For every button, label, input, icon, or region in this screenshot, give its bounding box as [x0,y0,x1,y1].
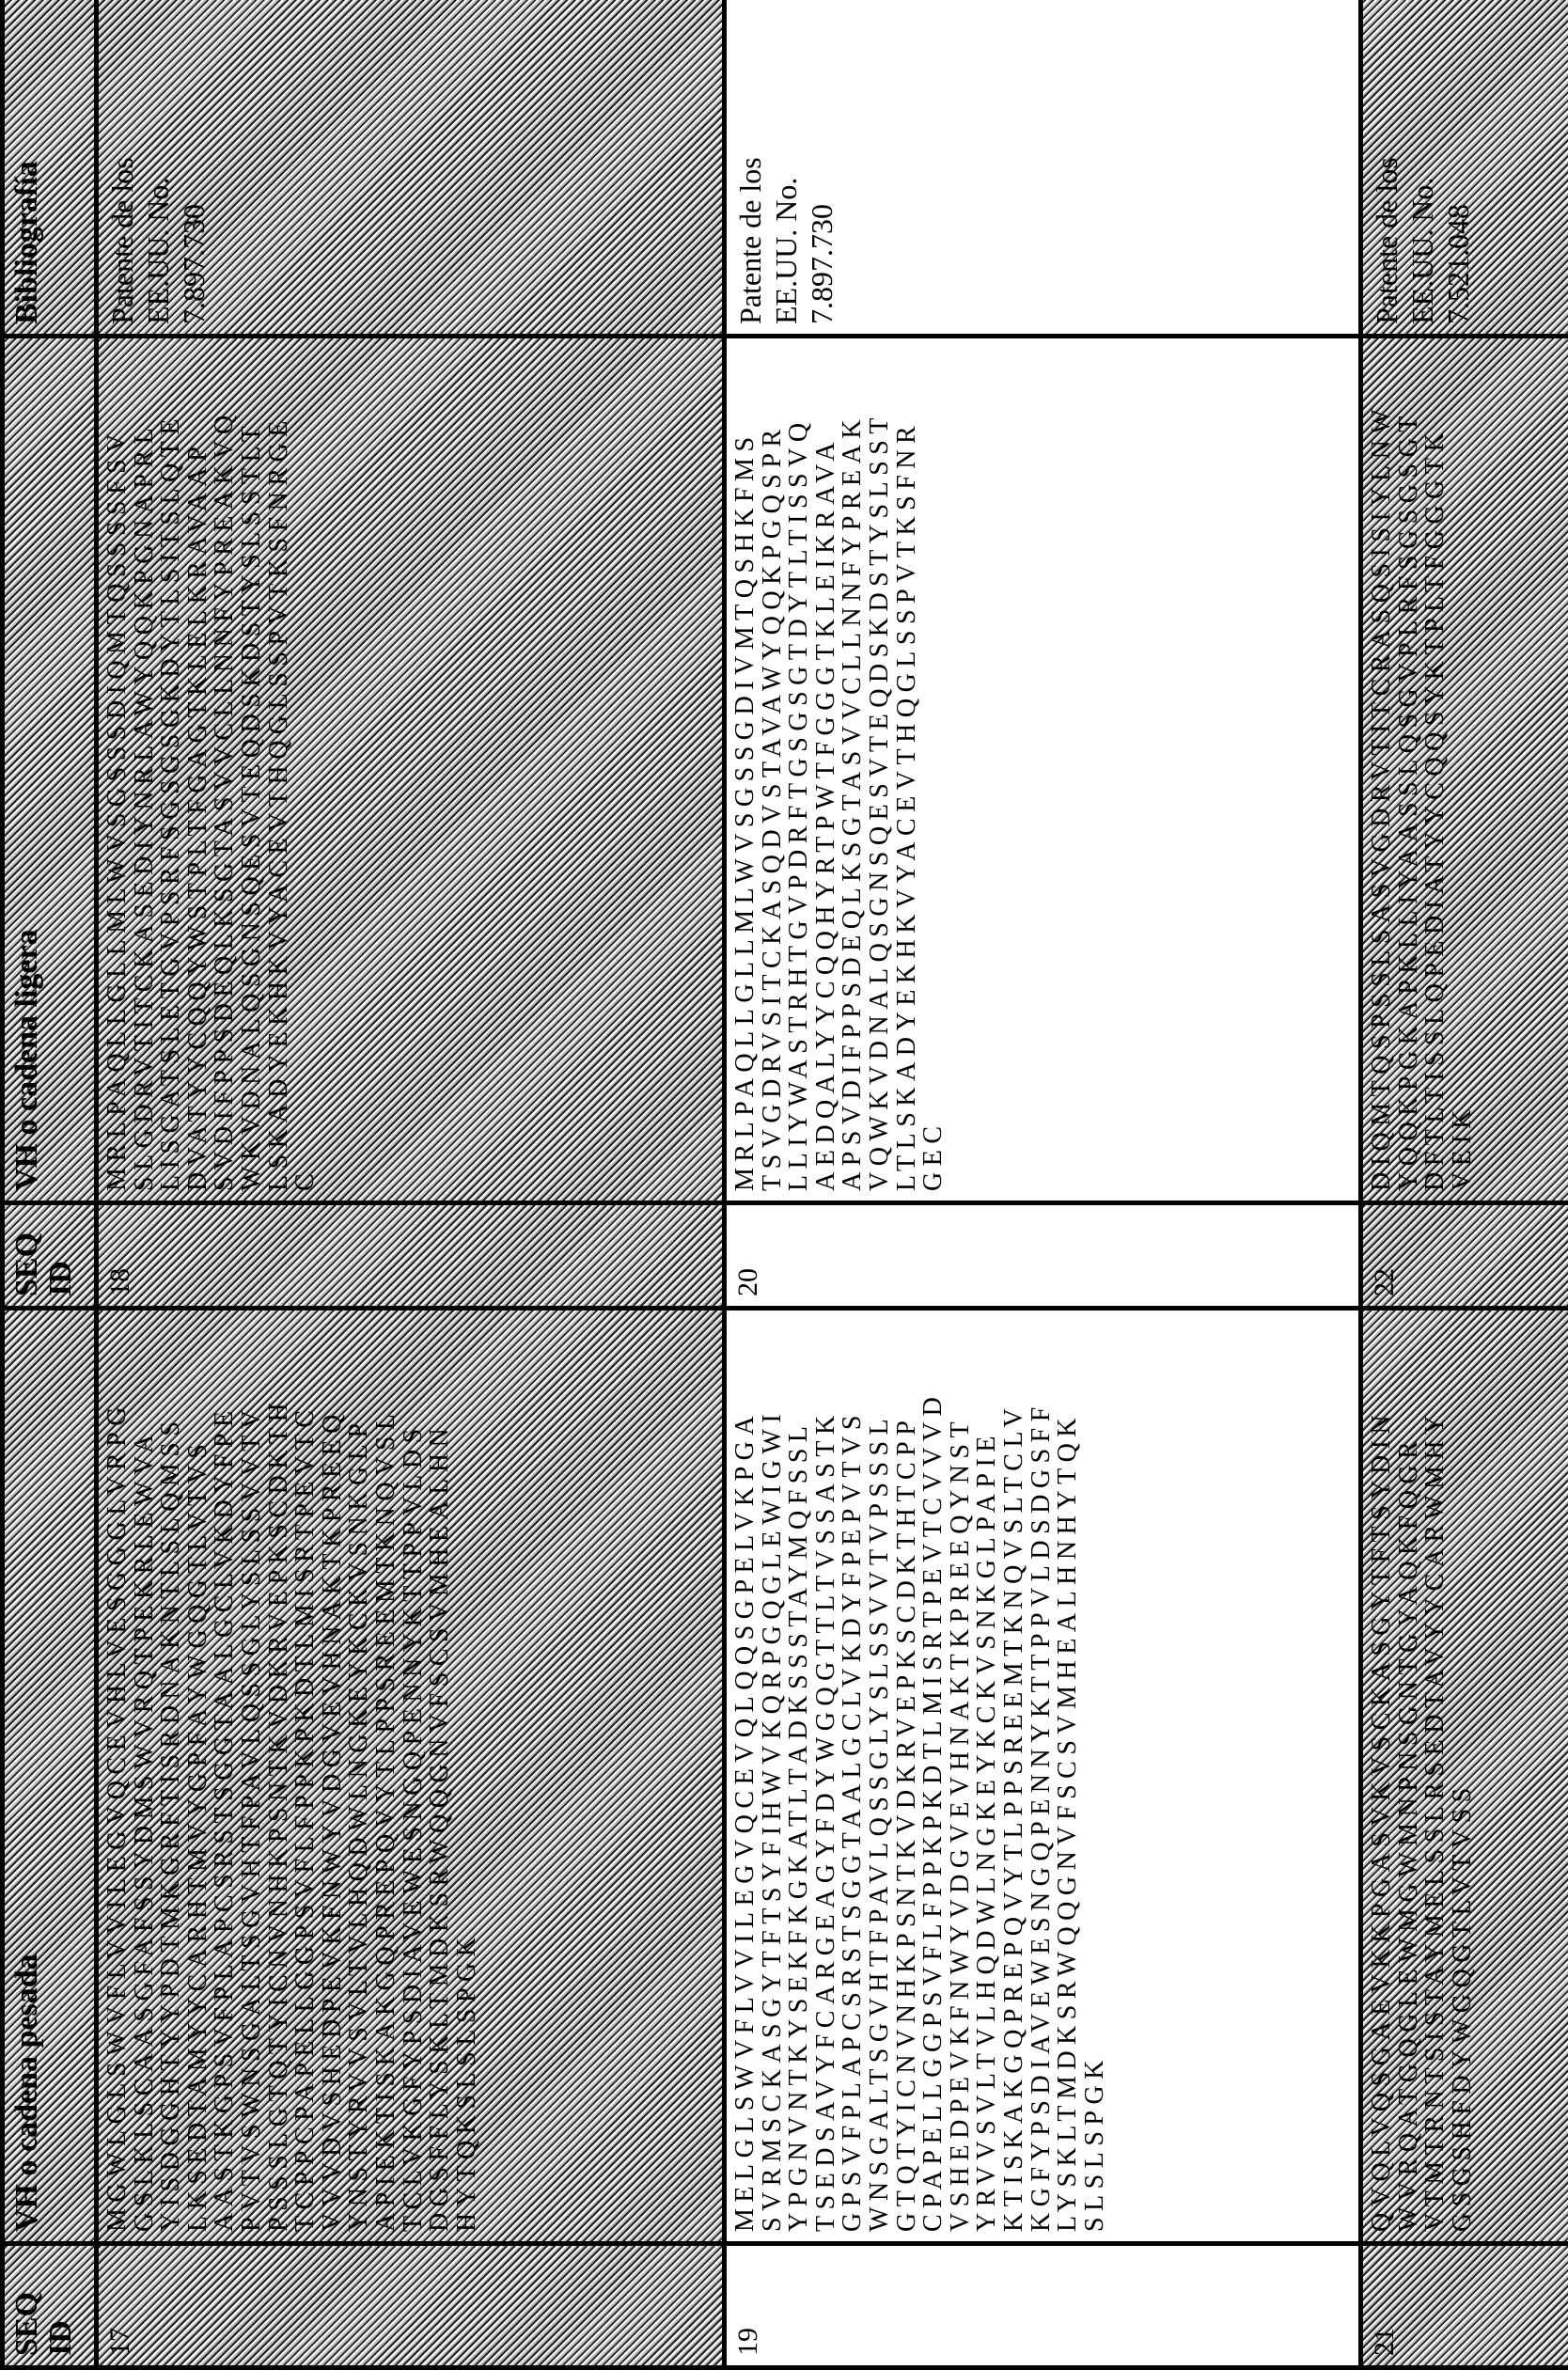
sequence-line: MELGLSWVFLVVILEGVQCEVQLQQSGPELVKPGA [732,1320,760,2232]
sequence-line: LSKADYEKHKVYACEVTHQGLSSPVTKSFNRGE [266,348,293,1191]
sequence-line: AEDQALYYCQQHYRTPWTFGGGTKLEIKRAVA [813,348,840,1191]
heavy-seq-id-cell: 17 [97,2244,725,2368]
light-chain-cell [97,337,725,1203]
sequence-line: MGWLGLSWVFLVVILEGVQCEVHLVESGGGLVRPG [104,1320,132,2232]
sequence-line: MRLPAQLLGLLMLWVSGSSGDIVMTQSHKFMS [732,348,760,1191]
sequence-line: TCPPCPAPELLGGPSVFLFPPKPKDTLMISRTPEVTC [292,1320,320,2232]
light-seq-id-cell: 20 [725,1203,1361,1309]
bibliography-line: 7.897.730 [176,9,212,324]
sequence-line: GSLKLSCAASGFAFSSYDMSWVRQTPEKRLEWVA [132,1320,159,2232]
sequence-line: SLSLSPGK [1082,1320,1109,2232]
table-row [1361,0,1568,2368]
sequence-line: DVATYYCQQYWSTPLTFGAGTKLELKRAVAAP [185,348,212,1191]
sequence-line: LISGATSLETGVPSRFSGSGSGKDYTLSITSLQTE [158,348,185,1191]
bibliography-line: Patente de los [1369,9,1404,324]
heavy-chain-cell [1361,1309,1568,2244]
sequence-line: LTLSKADYEKHKVYACEVTHQGLSSPVTKSFNR [894,348,921,1191]
bibliography-cell [1361,0,1568,337]
sequence-line: LLIYWASTRHTGVPDRFTGSGSGTDYTLTISSVQ [786,348,813,1191]
bibliography-cell [97,0,725,337]
header-light-chain: VH o cadena ligera [3,337,97,1203]
sequence-line: GTQTYICNVNHKPSNTKVDKRVEPKSCDKTHTCPP [894,1320,921,2232]
heavy-chain-cell [97,1309,725,2244]
sequence-line: WKVDNALQSGNSQESVTEQDSKDSTYSLSSTLT [239,348,266,1191]
sequence-line: DGSFFLYSKLTMDKSRWQQGNVFSCSVMHEALHN [427,1320,454,2232]
light-chain-cell [725,337,1361,1203]
sequence-line: LYSKLTMDKSRWQQGNVFSCSVMHEALHNHYTQK [1055,1320,1082,2232]
bibliography-line: Patente de los [104,9,140,324]
heavy-seq-id-cell: 19 [725,2244,1361,2368]
sequence-line: WNSGALTSGVHTFPAVLQSSGLYSLSSVVTVPSSSL [867,1320,894,2232]
bibliography-line: Patente de los [732,9,768,324]
bibliography-line: EE.UU. No. [140,9,176,324]
heavy-chain-cell [725,1309,1361,2244]
light-chain-cell [1361,337,1568,1203]
sequence-line: GSGSHFDYWGQGTLVTVSS [1450,1320,1477,2232]
bibliography-line: 7.897.730 [804,9,839,324]
sequence-line: DIQMTQSPSSLSASVGDRVTITCRASQSISIYLNW [1369,348,1396,1191]
sequence-line: TSVGDRVSITCKASQDVSTAVAWYQQKPGQSPR [760,348,787,1191]
sequence-line: VSHEDPEVKFNWYVDGVEVHNAKTKPREEQYNST [948,1320,975,2232]
table-row [725,0,1361,2368]
sequence-line: VVVDVSHEDPEVKFNWYVDGVEVHNAKTKPREEQ [320,1320,347,2232]
sequence-line: LKSEDTAMYYCARHTMVYGPFAYWGQGTLVTVS [185,1320,212,2232]
sequence-line: AASTKGPSVFPLAPCSRSTSGGTAALGCLVKDYFPE [212,1320,239,2232]
sequence-line: VEIK [1450,348,1477,1191]
sequence-line: APIEKTISKAKGQPREPQVYTLPPSREEMTKNQVSL [373,1320,400,2232]
sequence-line: SLGDRVTITCKASEDIYNRLAWYQQKPGNAPRL [132,348,159,1191]
sequence-line: WVRQATGQGLEWMGWMNPNSGNTGYAQKFQGR [1396,1320,1423,2232]
sequence-line: YQQKPGKAPKLLIYAASSLQSGVPLRFSGSGSGT [1396,348,1423,1191]
rotated-table-page [0,0,1568,2370]
sequence-line: PVTVSWNSGALTSGVHTFPAVLQSSGLYSLSSVVTV [239,1320,266,2232]
light-seq-id-cell: 18 [97,1203,725,1309]
sequence-line: TCLVKGFYPSDIAVEWESNGQPENNYKTTPPVLDS [400,1320,428,2232]
sequence-line: PSSSLGTQTYICNVNHKPSNTKVDKRVEPKSCDKTH [266,1320,293,2232]
sequence-line: APSVDIFPPSDEQLKSGTASVVCLLNNFYPREAK [839,348,867,1191]
sequence-line: YISDGGHTYYPDTMKGRFTISRDNAKNTLSLQMSS [158,1320,185,2232]
sequence-line: GEC [920,348,948,1191]
light-seq-id-cell: 22 [1361,1203,1568,1309]
header-seq-id-light: SEQ ID [3,1203,97,1309]
sequence-line: HYTQKSLSLSPGK [454,1320,481,2232]
sequence-line: CPAPELLGGPSVFLFPPKPKDTLMISRTPEVTCVVVD [920,1320,948,2232]
sequence-line: SVRMSCKASGYTFTSYFIHWVKQRPGQGLEWIGWI [760,1320,787,2232]
sequence-line: DFTLTISSLQPEDIATYYCQQSYKTPLTFGGGTK [1422,348,1450,1191]
bibliography-line: EE.UU. No. [768,9,804,324]
sequence-line: KTISKAKGQPREPQVYTLPPSREEMTKNQVSLTCLV [1001,1320,1028,2232]
heavy-seq-id-cell: 21 [1361,2244,1568,2368]
table-row [97,0,725,2368]
sequence-line: VTMTRNTSISTAYMELSSLRSEDTAVYYCARWMHY [1422,1320,1450,2232]
sequence-line: YNSTYRVVSVLTVLHQDWLNGKEYKCKVSNKGLP [346,1320,373,2232]
header-bibliography: Bibliografía [3,0,97,337]
sequence-line: C [292,348,320,1191]
bibliography-line: EE.UU. No. [1404,9,1440,324]
header-seq-id-heavy: SEQ ID [3,2244,97,2368]
table-header-row [3,0,97,2368]
sequence-line: VQWKVDNALQSGNSQESVTEQDSKDSTYSLSST [867,348,894,1191]
sequence-line: YPGNVNTKYSEKFKGKATLTADKSSSTAYMQFSSL [786,1320,813,2232]
sequence-line: GPSVFPLAPCSRSTSGGTAALGCLVKDYFPEPVTVS [839,1320,867,2232]
sequence-line: YRVVSVLTVLHQDWLNGKEYKCKVSNKGLPAPIE [974,1320,1001,2232]
antibody-sequence-table [0,0,1568,2370]
sequence-line: MRLPAQLLGLLMLWVSGSSSDIQMTQSSSSFSV [104,348,132,1191]
bibliography-line: 7.521.048 [1440,9,1476,324]
bibliography-cell [725,0,1361,337]
sequence-line: TSEDSAVYFCARGEAGYFDYWGQGTTLTVSSASTK [813,1320,840,2232]
sequence-line: SVDIFPPSDEQLKSGTASVVCLLNNFYPREAKVQ [212,348,239,1191]
sequence-line: KGFYPSDIAVEWESNGQPENNYKTTPPVLDSDGSFF [1028,1320,1056,2232]
header-heavy-chain: VH o cadena pesada [3,1309,97,2244]
sequence-line: QVQLVQSGAEVKKPGASVKVSCKASGYTFTSYDIN [1369,1320,1396,2232]
